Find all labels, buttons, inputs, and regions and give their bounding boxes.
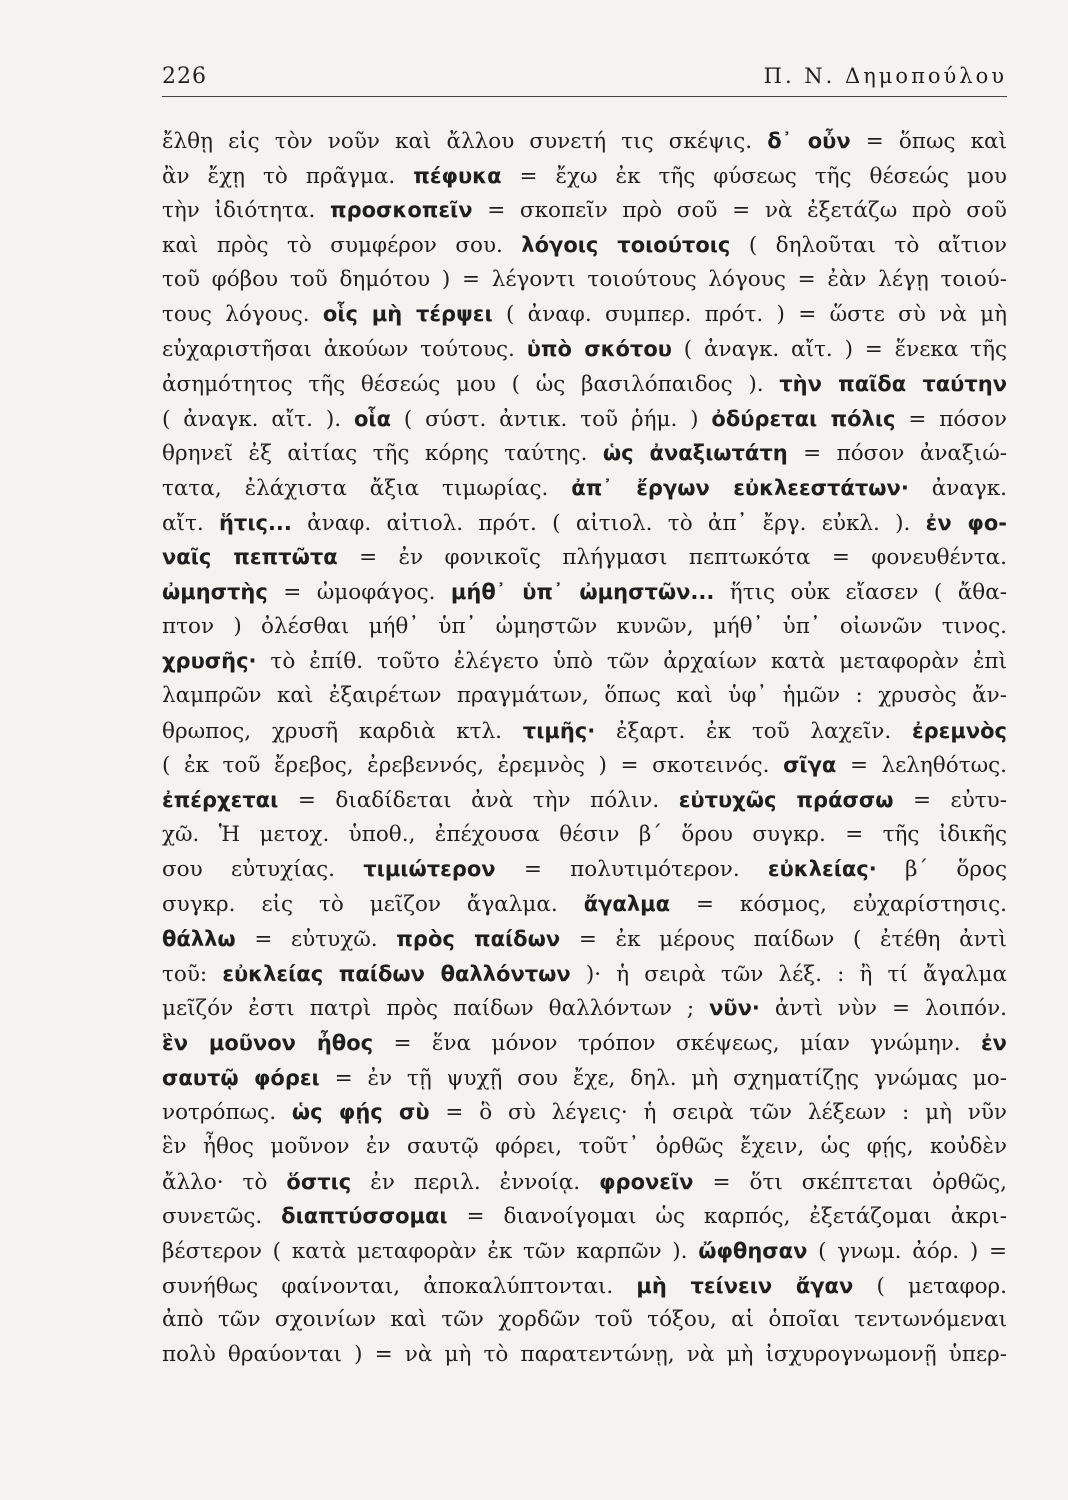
text-line [162,332,1007,367]
gloss-text: = ἕνα μόνον τρόπον σκέψεως, μίαν γνώμην. [373,1030,981,1056]
lemma-term: πρὸς παίδων [396,926,561,951]
lemma-term: εὐκλείας· [767,857,877,882]
lemma-term: τὴν παῖδα ταύτην [779,371,1007,396]
text-line [162,1165,1007,1200]
running-head: Π. Ν. Δημοπούλου [763,64,1007,88]
lemma-term: οἷς μὴ τέρψει [322,302,493,327]
gloss-text: σου εὐτυχίας. [162,857,364,883]
lemma-term: προσκοπεῖν [329,198,473,223]
gloss-text: ἥτις οὐκ εἴασεν ( ἄθα- [714,579,1007,605]
lemma-term: λόγοις τοιούτοις [521,233,731,258]
text-line [162,1303,1007,1338]
text-line [162,1061,1007,1096]
text-line [162,124,1007,159]
gloss-text: τατα, ἐλάχιστα ἄξια τιμωρίας. [162,475,572,501]
text-line [162,436,1007,471]
gloss-text: ( ἀναγκ. αἴτ. ). [162,406,354,432]
text-line [162,193,1007,228]
lemma-term: θάλλω [162,926,236,951]
lemma-term: φρονεῖν [599,1169,694,1194]
lemma-term: ὅστις [286,1169,352,1194]
page-number: 226 [162,64,207,89]
text-line [162,1095,1007,1130]
gloss-text: ἀναγκ. [908,475,1007,501]
text-line [162,818,1007,853]
lemma-term: ναῖς πεπτῶτα [162,545,338,570]
text-line [162,471,1007,506]
gloss-text: πτον ) ὀλέσθαι μήθ᾽ ὑπ᾽ ὠμηστῶν κυνῶν, μήθ᾽ ὑπ᾽ οἰωνῶν τινος. [162,613,1007,639]
gloss-text: = πόσον ἀναξιώ- [787,441,1007,467]
gloss-text: = ὃ σὺ λέγεις· ἡ σειρὰ τῶν λέξεων : μὴ νῦν [429,1100,1007,1126]
gloss-text: = λεληθότως. [836,753,1007,779]
lemma-term: μήθ᾽ ὑπ᾽ ὠμηστῶν... [450,579,715,604]
commentary-text [162,124,1007,1373]
gloss-text: = ὠμοφάγος. [267,579,451,605]
gloss-text: λαμπρῶν καὶ ἐξαιρέτων πραγμάτων, ὅπως καὶ ὑφ᾽ ἡμῶν : χρυσὸς ἄν- [162,683,1007,708]
gloss-text: τους λόγους. [162,302,323,328]
gloss-text: ( σύστ. ἀντικ. τοῦ ῥήμ. ) [391,406,712,432]
text-line [162,297,1007,332]
lemma-term: ὑπὸ σκότου [526,337,672,362]
gloss-text: ἀπὸ τῶν σχοινίων καὶ τῶν χορδῶν τοῦ τόξου, αἱ ὁποῖαι τεντωνόμεναι [162,1307,1007,1333]
lemma-term: εὐκλείας παίδων θαλλόντων [222,961,571,986]
gloss-text: τοῦ φόβου τοῦ δημότου ) = λέγοντι τοιούτους λόγους = ἐὰν λέγῃ τοιού- [162,266,1007,292]
gloss-text: καὶ πρὸς τὸ συμφέρον σου. [162,233,522,259]
gloss-text: χῶ. Ἡ μετοχ. ὑποθ., ἐπέχουσα θέσιν β΄ ὅρου συγκρ. = τῆς ἰδικῆς [162,821,1007,847]
gloss-text: = πολυτιμότερον. [495,857,768,883]
gloss-text: ἂν ἔχῃ τὸ πρᾶγμα. [162,163,414,189]
gloss-text: ἐξαρτ. ἐκ τοῦ λαχεῖν. [595,718,912,744]
gloss-text: ἓν ἦθος μοῦνον ἐν σαυτῷ φόρει, τοῦτ᾽ ὀρθῶς ἔχειν, ὡς φῄς, κοὐδὲν [162,1133,1007,1159]
text-line [162,610,1007,645]
text-line [162,1199,1007,1234]
text-line [162,1269,1007,1304]
text-line [162,1234,1007,1269]
text-line [162,852,1007,887]
gloss-text: = ὅπως καὶ [850,129,1007,154]
gloss-text: ἀντὶ νὺν = λοιπόν. [759,996,1007,1022]
gloss-text: ἀναφ. αἰτιολ. πρότ. ( αἰτιολ. τὸ ἀπ᾽ ἔργ. εὐκλ. ). [291,510,926,536]
lemma-term: ἐν [980,1030,1007,1055]
lemma-term: ἐν φο- [925,510,1007,535]
gloss-text: ἀσημότητος τῆς θέσεώς μου ( ὡς βασιλόπαιδος ). [162,371,780,397]
gloss-text: μεῖζόν ἐστι πατρὶ πρὸς παίδων θαλλόντων ; [162,996,710,1022]
lemma-term: μὴ τείνειν ἄγαν [636,1273,854,1298]
gloss-text: ( μεταφορ. [853,1273,1007,1299]
gloss-text: συνήθως φαίνονται, ἀποκαλύπτονται. [162,1273,637,1299]
gloss-text: = κόσμος, εὐχαρίστησις. [670,892,1007,918]
gloss-text: = διαδίδεται ἀνὰ τὴν πόλιν. [278,788,679,814]
gloss-text: τὴν ἰδιότητα. [162,198,330,224]
lemma-term: τιμιώτερον [363,857,496,882]
page-header [162,60,1007,97]
gloss-text: = εὐτυ- [893,788,1007,814]
gloss-text: = ἔχω ἐκ τῆς φύσεως τῆς θέσεώς μου [501,163,1007,189]
gloss-text: = ὅτι σκέπτεται ὀρθῶς, [693,1169,1007,1195]
text-line [162,540,1007,575]
gloss-text: = ἐκ μέρους παίδων ( ἐτέθη ἀντὶ [560,926,1007,952]
lemma-term: σῖγα [783,753,837,778]
gloss-text: τὸ ἐπίθ. τοῦτο ἐλέγετο ὑπὸ τῶν ἀρχαίων κατὰ μεταφορὰν ἐπὶ [256,649,1007,675]
lemma-term: ὤφθησαν [698,1239,808,1263]
lemma-term: εὐτυχῶς πράσσω [678,788,894,813]
lemma-term: δ᾽ οὖν [767,129,851,153]
lemma-term: ἄγαλμα [583,892,671,917]
gloss-text: πολὺ θραύονται ) = νὰ μὴ τὸ παρατεντώνῃ, νὰ μὴ ἰσχυρογνωμονῇ ὑπερ- [162,1342,1007,1368]
gloss-text: νοτρόπως. [162,1100,292,1126]
lemma-term: τιμῆς· [522,718,596,743]
lemma-term: χρυσῆς· [162,649,257,674]
text-line [162,922,1007,957]
gloss-text: = εὐτυχῶ. [235,926,397,952]
text-line [162,991,1007,1026]
gloss-text: = ἐν φονικοῖς πλήγμασι πεπτωκότα = φονευθέντα. [337,545,1007,571]
lemma-term: ἥτις... [218,510,292,535]
text-line [162,228,1007,263]
text-line [162,159,1007,194]
gloss-text: αἴτ. [162,510,219,536]
gloss-text: θρωπος, χρυσῆ καρδιὰ κτλ. [162,718,523,744]
gloss-text: ἔλθῃ εἰς τὸν νοῦν καὶ ἄλλου συνετή τις σκέψις. [162,129,768,154]
lemma-term: ὡς ἀναξιωτάτη [602,441,788,466]
text-line [162,263,1007,298]
gloss-text: βέστερον ( κατὰ μεταφορὰν ἐκ τῶν καρπῶν ). [162,1239,699,1264]
lemma-term: ὀδύρεται πόλις [711,406,896,431]
lemma-term: πέφυκα [413,163,502,188]
lemma-term: ὠμηστὴς [162,579,268,604]
gloss-text: εὐχαριστῆσαι ἀκούων τούτους. [162,337,527,363]
gloss-text: ἐν περιλ. ἐννοίᾳ. [351,1169,600,1195]
text-line [162,887,1007,922]
gloss-text: )· ἡ σειρὰ τῶν λέξ. : ἢ τί ἄγαλμα [570,961,1007,987]
text-line [162,402,1007,437]
lemma-term: διαπτύσσομαι [281,1204,448,1229]
gloss-text: τοῦ: [162,961,223,987]
text-line [162,367,1007,402]
lemma-term: ἓν μοῦνον ἦθος [162,1030,374,1055]
gloss-text: = διανοίγομαι ὡς καρπός, ἐξετάζομαι ἀκρι- [447,1204,1007,1230]
text-line [162,957,1007,992]
lemma-term: ἀπ᾽ ἔργων εὐκλεεστάτων· [571,475,909,500]
text-line [162,575,1007,610]
gloss-text: συγκρ. εἰς τὸ μεῖζον ἄγαλμα. [162,892,584,918]
gloss-text: θρηνεῖ ἐξ αἰτίας τῆς κόρης ταύτης. [162,441,603,467]
text-line [162,714,1007,749]
gloss-text: ἄλλο· τὸ [162,1169,287,1195]
text-line [162,679,1007,714]
gloss-text: ( δηλοῦται τὸ αἴτιον [730,233,1007,259]
text-line [162,506,1007,541]
gloss-text: = σκοπεῖν πρὸ σοῦ = νὰ ἐξετάζω πρὸ σοῦ [472,198,1007,224]
gloss-text: = πόσον [895,406,1007,432]
gloss-text: β΄ ὅρος [876,857,1007,883]
lemma-term: ὡς φῄς σὺ [291,1100,430,1125]
text-line [162,748,1007,783]
text-line [162,1130,1007,1165]
text-line [162,1338,1007,1373]
gloss-text: συνετῶς. [162,1204,282,1230]
gloss-text: = ἐν τῇ ψυχῇ σου ἔχε, δηλ. μὴ σχηματίζῃς γνώμας μο- [319,1065,1007,1091]
gloss-text: ( ἀναγκ. αἴτ. ) = ἕνεκα τῆς [671,337,1007,363]
text-line [162,1026,1007,1061]
lemma-term: ἐπέρχεται [162,788,279,813]
lemma-term: ἐρεμνὸς [911,718,1007,743]
gloss-text: ( ἐκ τοῦ ἔρεβος, ἐρεβεννός, ἐρεμνὸς ) = σκοτεινός. [162,753,784,779]
lemma-term: σαυτῷ φόρει [162,1065,320,1090]
gloss-text: ( γνωμ. ἀόρ. ) = [807,1239,1007,1264]
text-line [162,644,1007,679]
gloss-text: ( ἀναφ. συμπερ. πρότ. ) = ὥστε σὺ νὰ μὴ [492,302,1007,328]
lemma-term: νῦν· [709,996,760,1021]
lemma-term: οἷα [353,406,392,431]
text-line [162,783,1007,818]
